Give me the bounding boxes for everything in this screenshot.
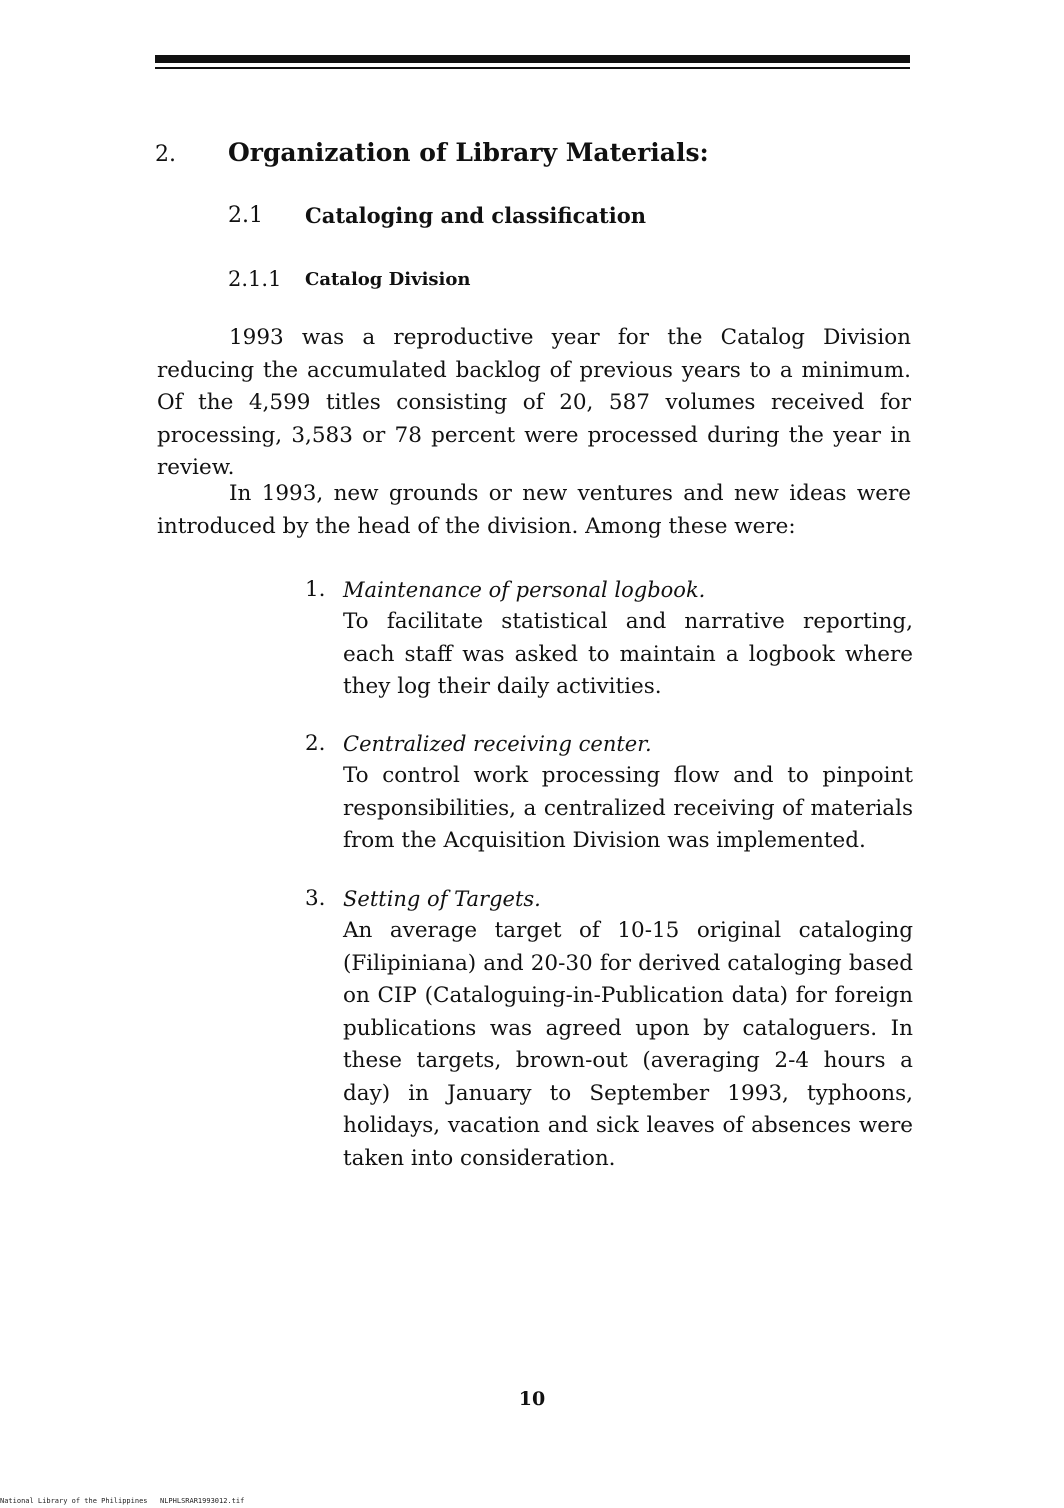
list-item-number: 3. — [305, 886, 326, 911]
section-title: Organization of Library Materials: — [228, 138, 709, 167]
subsection-number: 2.1 — [228, 203, 263, 228]
subsection-title: Cataloging and classification — [305, 203, 647, 228]
list-item-title: Centralized receiving center. — [343, 732, 652, 756]
paragraph-new-ideas: In 1993, new grounds or new ventures and new ideas were introduced by the head of the division. Among these were: — [157, 481, 911, 539]
footer-file: NLPHLSRAR1993012.tif — [160, 1497, 245, 1505]
list-item-body: To facilitate statistical and narrative reporting, each staff was asked to maintain a logbook where they log their daily activities. — [343, 609, 913, 699]
subsubsection-number: 2.1.1 — [228, 267, 282, 291]
list-item-body: An average target of 10-15 original cataloging (Filipiniana) and 20-30 for derived cataloging based on CIP (Cataloguing-in-Publication data) for foreign publications was agreed upon by cataloguers. In these targets, brown-out (averaging 2-4 hours a day) in January to September 1993, typhoons, holidays, vacation and sick leaves of absences were taken into consideration. — [343, 918, 913, 1171]
header-rule-thick — [155, 55, 910, 63]
section-number: 2. — [155, 142, 176, 167]
list-item-title: Setting of Targets. — [343, 887, 541, 911]
page-number: 10 — [518, 1388, 546, 1410]
list-item-number: 2. — [305, 731, 326, 756]
subsubsection-title: Catalog Division — [305, 269, 471, 290]
list-item-body: To control work processing flow and to pinpoint responsibilities, a centralized receiving of materials from the Acquisition Division was implemented. — [343, 763, 913, 853]
header-rule-thin — [155, 67, 910, 69]
footer-source: National Library of the Philippines — [0, 1497, 148, 1505]
list-item-title: Maintenance of personal logbook. — [343, 578, 706, 602]
list-item-number: 1. — [305, 577, 326, 602]
paragraph-backlog: 1993 was a reproductive year for the Catalog Division reducing the accumulated backlog of previous years to a minimum. Of the 4,599 titles consisting of 20, 587 volumes received for processing, 3,583 or 78 percent were processed during the year in review. — [157, 325, 911, 480]
